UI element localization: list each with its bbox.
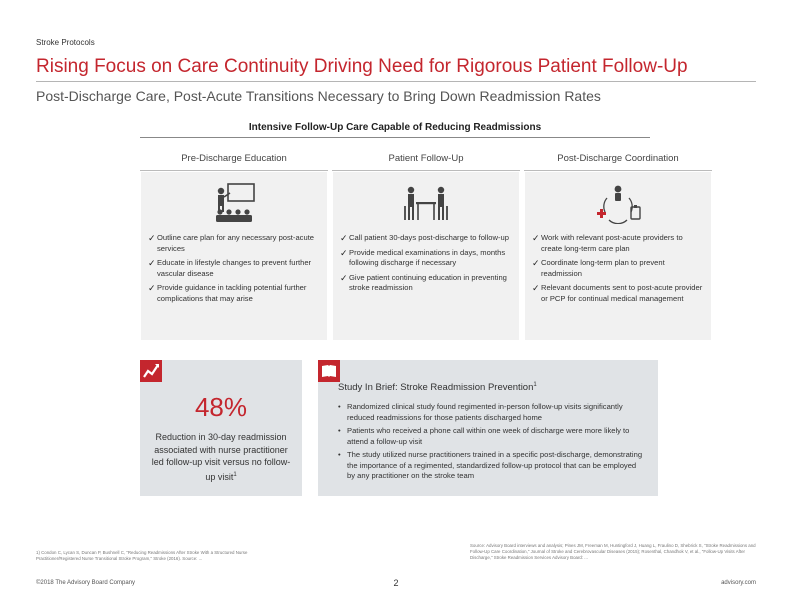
footnote-left: 1) Condon C, Lycan S, Duncan P, Bushnell C, "Reducing Readmissions After Stroke With a Structured Nurse Practitioner/Registered Nurse Transitional Stroke Program," Stroke (2016). Source: ... <box>36 550 248 561</box>
list-item: ✓ Coordinate long-term plan to prevent readmission <box>532 258 704 279</box>
copyright: ©2018 The Advisory Board Company <box>36 580 136 586</box>
page-number: 2 <box>393 578 399 588</box>
study-brief-title-text: Study In Brief: Stroke Readmission Prevention <box>338 382 534 394</box>
list-item: ✓ Provide guidance in tackling potential further complications that may arise <box>148 283 320 304</box>
coordination-bullet-list <box>532 233 704 308</box>
site-link[interactable]: advisory.com <box>721 580 756 586</box>
book-icon <box>318 360 340 382</box>
study-brief-footnote-mark: 1 <box>533 382 537 388</box>
list-item: ✓ Educate in lifestyle changes to prevent further vascular disease <box>148 258 320 279</box>
column-heading-follow-up: Patient Follow-Up <box>332 148 520 171</box>
list-item: • Randomized clinical study found regimented in-person follow-up visits significantly reduced readmissions for those patients discharged home <box>338 402 646 423</box>
classroom-icon <box>141 180 327 226</box>
stat-description-text: Reduction in 30-day readmission associated with nurse practitioner led follow-up visit versus no follow-up visit <box>151 432 291 482</box>
stat-value: 48% <box>194 392 248 422</box>
pre-discharge-bullet-list <box>148 233 320 308</box>
list-item: ✓ Work with relevant post-acute providers to create long-term care plan <box>532 233 704 254</box>
list-item: • The study utilized nurse practitioners trained in a specific post-discharge, demonstrating the importance of a regimented, standardized follow-up protocol that can be employed by any practitioner on the stroke team <box>338 450 646 482</box>
list-item: ✓ Outline care plan for any necessary post-acute services <box>148 233 320 254</box>
list-item: ✓ Give patient continuing education in preventing stroke readmission <box>340 273 512 294</box>
study-brief-bullet-list <box>338 402 646 485</box>
section-label: Stroke Protocols <box>36 38 95 47</box>
list-item: ✓ Relevant documents sent to post-acute provider or PCP for continual medical management <box>532 283 704 304</box>
stat-description <box>150 431 292 483</box>
column-heading-pre-discharge: Pre-Discharge Education <box>140 148 328 171</box>
footnote-source: Source: Advisory Board interviews and analysis; Pines JM, Freeman M, Huntingford J, Huang L, Fraulino D, Shebrick S, "Stroke Readmissions and Follow-Up Care Coordination," Journal of Stroke and Cerebrovascular Diseases (2015); Rosenthal, Chandhok V, et al., "Follow-Up Visits After Discharge," Stroke Readmission Services Advisory Board: ... <box>470 543 756 560</box>
list-item: • Patients who received a phone call within one week of discharge were more likely to attend a follow-up visit <box>338 426 646 447</box>
page-title: Rising Focus on Care Continuity Driving Need for Rigorous Patient Follow-Up <box>36 56 688 77</box>
list-item: ✓ Call patient 30-days post-discharge to follow-up <box>340 233 512 244</box>
page-subtitle: Post-Discharge Care, Post-Acute Transitions Necessary to Bring Down Readmission Rates <box>36 88 601 104</box>
list-item: ✓ Provide medical examinations in days, months following discharge if necessary <box>340 248 512 269</box>
consultation-icon <box>333 180 519 226</box>
diagram-title: Intensive Follow-Up Care Capable of Reducing Readmissions <box>248 122 542 133</box>
care-coordination-icon <box>525 180 711 226</box>
follow-up-bullet-list <box>340 233 512 298</box>
column-heading-coordination: Post-Discharge Coordination <box>524 148 712 171</box>
stat-footnote-mark: 1 <box>233 471 237 478</box>
title-divider <box>36 81 756 82</box>
trend-icon <box>140 360 162 382</box>
diagram-divider <box>140 137 650 138</box>
study-brief-title <box>338 382 537 393</box>
